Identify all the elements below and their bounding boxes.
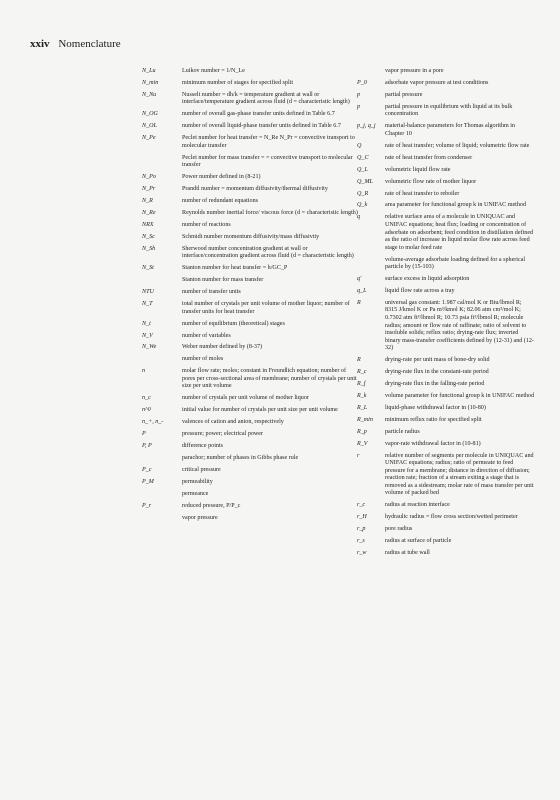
nomenclature-symbol: N_Po — [142, 174, 156, 181]
left-entry — [142, 344, 360, 352]
left-entry — [142, 135, 360, 150]
nomenclature-symbol: N_V — [142, 332, 153, 339]
nomenclature-symbol: p — [357, 103, 361, 110]
nomenclature-symbol: R_c — [357, 369, 367, 376]
nomenclature-definition: volume-average adsorbate loading defined for a spherical particle by (15-103) — [385, 256, 526, 271]
right-entry — [357, 143, 535, 151]
nomenclature-symbol: q' — [357, 276, 362, 283]
left-entry — [142, 368, 360, 391]
left-entry — [142, 92, 360, 107]
left-entry — [142, 210, 360, 218]
nomenclature-symbol: n^0 — [142, 407, 151, 414]
nomenclature-definition: permeability — [182, 478, 213, 485]
nomenclature-definition: partial pressure in equilibrium with liquid at its bulk concentration — [385, 103, 513, 118]
nomenclature-symbol: N_min — [142, 79, 159, 86]
nomenclature-definition: number of variables — [182, 332, 231, 339]
left-entry — [142, 123, 360, 131]
nomenclature-symbol: q_L — [357, 287, 367, 294]
nomenclature-symbol: r_s — [357, 538, 365, 545]
right-entry — [357, 179, 535, 187]
left-entry — [142, 198, 360, 206]
nomenclature-symbol: R_V — [357, 440, 368, 447]
left-entry — [142, 289, 360, 297]
nomenclature-definition: Sherwood number concentration gradient at wall or interface/concentration gradient across fluid (d = characteristic length) — [182, 245, 354, 260]
left-entry — [142, 277, 360, 285]
nomenclature-symbol: r_p — [357, 526, 366, 533]
right-entry — [357, 276, 535, 284]
nomenclature-definition: rate of heat transfer from condenser — [385, 154, 473, 161]
nomenclature-definition: reduced pressure, P/P_c — [182, 502, 241, 509]
nomenclature-definition: Nusselt number = dh/k = temperature gradient at wall or interface/temperature gradient across fluid (d = characteristic length) — [182, 91, 350, 106]
left-entry — [142, 186, 360, 194]
nomenclature-symbol: R_min — [357, 416, 373, 423]
nomenclature-definition: difference points — [182, 443, 224, 450]
right-entry — [357, 381, 535, 389]
right-entry — [357, 526, 535, 534]
nomenclature-symbol: P_0 — [357, 79, 367, 86]
left-entry — [142, 443, 360, 451]
nomenclature-definition: particle radius — [385, 428, 420, 435]
nomenclature-definition: Peclet number for mass transfer = = convective transport to molecular transfer — [182, 154, 353, 169]
nomenclature-definition: critical pressure — [182, 467, 221, 474]
nomenclature-symbol: R_f — [357, 380, 366, 387]
nomenclature-symbol: Q_C — [357, 154, 369, 161]
left-entry — [142, 174, 360, 182]
left-entry — [142, 467, 360, 475]
nomenclature-symbol: N_R — [142, 198, 153, 205]
nomenclature-symbol: r_H — [357, 514, 367, 521]
nomenclature-definition: number of reactions — [182, 221, 231, 228]
nomenclature-definition: radius at tube wall — [385, 550, 430, 557]
nomenclature-definition: rate of heat transfer to reboiler — [385, 190, 460, 197]
nomenclature-symbol: N_Pe — [142, 135, 156, 142]
nomenclature-symbol: R_L — [357, 404, 368, 411]
nomenclature-definition: number of overall liquid-phase transfer units defined in Table 6.7 — [182, 123, 341, 130]
nomenclature-symbol: n_c — [142, 395, 151, 402]
nomenclature-symbol: N_We — [142, 344, 157, 351]
page-number: xxiv — [30, 38, 50, 50]
left-entry — [142, 479, 360, 487]
nomenclature-definition: Prandtl number = momentum diffusivity/thermal diffusivity — [182, 186, 328, 193]
nomenclature-symbol: N_Re — [142, 210, 156, 217]
nomenclature-definition: liquid-phase withdrawal factor in (10-80) — [385, 404, 486, 411]
nomenclature-definition: number of moles — [182, 356, 224, 363]
nomenclature-symbol: R_k — [357, 392, 367, 399]
nomenclature-definition: vapor pressure — [182, 514, 218, 521]
nomenclature-definition: relative surface area of a molecule in UNIQUAC and UNIFAC equations; heat flux; loading or concentration of adsorbate on adsorbent; feed condition in distillation defined as the ratio of increase in liquid molar flow rate across feed stage to molar feed rate — [385, 214, 534, 251]
nomenclature-symbol: Q_k — [357, 202, 368, 209]
nomenclature-definition: Schmidt number momentum diffusivity/mass diffusivity — [182, 233, 320, 240]
right-entry — [357, 550, 535, 558]
nomenclature-definition: rate of heat transfer; volume of liquid; volumetric flow rate — [385, 142, 530, 149]
nomenclature-symbol: P, P — [142, 443, 152, 450]
right-entry — [357, 369, 535, 377]
left-entry — [142, 246, 360, 261]
nomenclature-definition: number of crystals per unit volume of mother liquor — [182, 395, 309, 402]
nomenclature-definition: radius at surface of particle — [385, 538, 452, 545]
left-entry — [142, 455, 360, 463]
right-entry — [357, 92, 535, 100]
nomenclature-symbol: P_M — [142, 478, 154, 485]
nomenclature-definition: pressure; power; electrical power — [182, 431, 264, 438]
nomenclature-symbol: n_+, n_- — [142, 419, 164, 426]
nomenclature-definition: total number of crystals per unit volume of mother liquor; number of transfer units for heat transfer — [182, 301, 350, 315]
nomenclature-definition: number of equilibrium (theoretical) stages — [182, 320, 285, 327]
right-entry — [357, 288, 535, 296]
nomenclature-symbol: r — [357, 452, 360, 459]
nomenclature-symbol: Q — [357, 142, 362, 149]
left-entry — [142, 68, 360, 76]
right-entry — [357, 441, 535, 449]
left-entry — [142, 491, 360, 499]
running-header — [30, 38, 121, 50]
nomenclature-definition: liquid flow rate across a tray — [385, 287, 455, 294]
nomenclature-definition: drying-rate per unit mass of bone-dry solid — [385, 357, 490, 364]
nomenclature-symbol: R — [357, 299, 361, 306]
right-entry — [357, 429, 535, 437]
right-entry — [357, 502, 535, 510]
nomenclature-symbol: Q_L — [357, 166, 368, 173]
nomenclature-definition: adsorbate vapor pressure at test conditions — [385, 79, 489, 86]
left-entry — [142, 222, 360, 230]
nomenclature-symbol: NRX — [142, 221, 154, 228]
left-entry — [142, 503, 360, 511]
nomenclature-definition: minimum reflux ratio for specified split — [385, 416, 482, 423]
nomenclature-definition: volumetric flow rate of mother liquor — [385, 178, 477, 185]
nomenclature-definition: relative number of segments per molecule in UNIQUAC and UNIFAC equations; radius; ratio of permeate to feed pressure for a membrane; distance in direction of diffusion; reaction rate; fraction of a stream exiting a stage that is removed as a sidestream; molar rate of mass transfer per unit volume of packed bed — [385, 452, 534, 497]
nomenclature-symbol: q — [357, 214, 361, 221]
nomenclature-symbol: N_Nu — [142, 91, 157, 98]
nomenclature-symbol: r_c — [357, 502, 366, 509]
nomenclature-definition: parachor; number of phases in Gibbs phase rule — [182, 455, 299, 462]
left-entry — [142, 395, 360, 403]
nomenclature-definition: permeance — [182, 490, 209, 497]
nomenclature-definition: hydraulic radius = flow cross section/wetted perimeter — [385, 514, 518, 521]
nomenclature-definition: Weber number defined by (8-37) — [182, 344, 263, 351]
nomenclature-definition: material-balance parameters for Thomas algorithm in Chapter 10 — [385, 123, 516, 137]
nomenclature-symbol: P — [142, 431, 146, 438]
left-entry — [142, 407, 360, 415]
nomenclature-symbol: N_Sc — [142, 233, 155, 240]
right-entry — [357, 300, 535, 353]
right-entry — [357, 80, 535, 88]
nomenclature-symbol: N_t — [142, 320, 151, 327]
nomenclature-definition: Stanton number for heat transfer = h/GC_P — [182, 265, 288, 272]
nomenclature-symbol: Q_R — [357, 190, 369, 197]
nomenclature-symbol: N_Lu — [142, 68, 156, 74]
left-entry — [142, 333, 360, 341]
nomenclature-symbol: N_Pr — [142, 186, 156, 193]
nomenclature-symbol: NTU — [142, 289, 154, 296]
left-entry — [142, 431, 360, 439]
right-entry — [357, 538, 535, 546]
nomenclature-definition: surface excess in liquid adsorption — [385, 276, 470, 283]
right-entry — [357, 357, 535, 365]
right-entry — [357, 214, 535, 252]
nomenclature-definition: Stanton number for mass transfer — [182, 277, 264, 284]
right-entry — [357, 405, 535, 413]
left-entry — [142, 515, 360, 523]
right-entry — [357, 453, 535, 498]
nomenclature-definition: Reynolds number inertial force/ viscous force (d = characteristic length) — [182, 210, 358, 217]
nomenclature-definition: vapor-rate withdrawal factor in (10-81) — [385, 440, 481, 447]
right-entry — [357, 514, 535, 522]
left-entry — [142, 111, 360, 119]
left-entry — [142, 155, 360, 170]
right-entry — [357, 155, 535, 163]
nomenclature-definition: volume parameter for functional group k in UNIFAC method — [385, 392, 535, 399]
nomenclature-symbol: R — [357, 357, 361, 364]
running-title: Nomenclature — [58, 38, 121, 50]
nomenclature-definition: vapor pressure in a pore — [385, 68, 444, 74]
left-entry — [142, 356, 360, 364]
nomenclature-symbol: P_c — [142, 467, 152, 474]
right-entry — [357, 68, 535, 76]
nomenclature-definition: minimum number of stages for specified split — [182, 79, 294, 86]
right-entry — [357, 123, 535, 138]
right-entry — [357, 393, 535, 401]
nomenclature-definition: number of overall gas-phase transfer units defined in Table 6.7 — [182, 111, 335, 118]
nomenclature-definition: number of transfer units — [182, 289, 241, 296]
right-entry — [357, 104, 535, 119]
nomenclature-definition: volumetric liquid flow rate — [385, 166, 451, 173]
nomenclature-symbol: Q_ML — [357, 178, 373, 185]
nomenclature-definition: Power number defined in (8-21) — [182, 174, 261, 181]
nomenclature-symbol: n — [142, 368, 146, 375]
nomenclature-definition: partial pressure — [385, 91, 423, 98]
left-entry — [142, 321, 360, 329]
nomenclature-definition: number of redundant equations — [182, 198, 258, 205]
right-entry — [357, 191, 535, 199]
nomenclature-symbol: N_St — [142, 265, 154, 272]
nomenclature-definition: Peclet number for heat transfer = N_Re N_Pr = convective transport to molecular transfer — [182, 135, 355, 149]
nomenclature-symbol: p_j, q_j — [357, 123, 376, 130]
right-entry — [357, 417, 535, 425]
nomenclature-definition: drying-rate flux in the constant-rate period — [385, 369, 489, 376]
nomenclature-left-column — [142, 68, 360, 527]
nomenclature-right-column — [357, 68, 535, 562]
nomenclature-definition: initial value for number of crystals per unit size per unit volume — [182, 407, 338, 414]
nomenclature-definition: valences of cation and anion, respectively — [182, 419, 284, 426]
nomenclature-symbol: N_OL — [142, 123, 157, 130]
nomenclature-definition: molar flow rate; moles; constant in Freundlich equation; number of pores per cross-sectional area of membrane; number of crystals per unit size per unit volume — [182, 368, 357, 390]
right-entry — [357, 167, 535, 175]
nomenclature-symbol: N_Sh — [142, 245, 156, 252]
nomenclature-symbol: N_OG — [142, 111, 158, 118]
nomenclature-definition: area parameter for functional group k in UNIFAC method — [385, 202, 527, 209]
nomenclature-definition: radius at reaction interface — [385, 502, 450, 509]
right-entry — [357, 202, 535, 210]
nomenclature-symbol: r_w — [357, 550, 367, 557]
nomenclature-symbol: p — [357, 91, 361, 98]
nomenclature-definition: pore radius — [385, 526, 413, 533]
left-entry — [142, 419, 360, 427]
left-entry — [142, 234, 360, 242]
right-entry — [357, 257, 535, 272]
nomenclature-symbol: N_T — [142, 301, 153, 308]
left-entry — [142, 265, 360, 273]
left-entry — [142, 80, 360, 88]
nomenclature-symbol: R_p — [357, 428, 367, 435]
nomenclature-definition: universal gas constant: 1.987 cal/mol K or Btu/lbmol R; 8315 J/kmol K or Pa m³/kmol K; 82.06 atm cm³/mol K; 0.7302 atm ft³/lbmol R; 10.73 psia ft³/lbmol R; molecule radius; amount or flow rate of raffinate; ratio of solvent to insoluble solids; reflux ratio; drying-rate flux; inverted binary mass-transfer coefficients defined by (12-31) and (12-32) — [385, 299, 534, 352]
left-entry — [142, 301, 360, 316]
nomenclature-symbol: P_r — [142, 502, 152, 509]
nomenclature-definition: Luikov number = 1/N_Le — [182, 68, 245, 74]
nomenclature-definition: drying-rate flux in the falling-rate period — [385, 380, 485, 387]
